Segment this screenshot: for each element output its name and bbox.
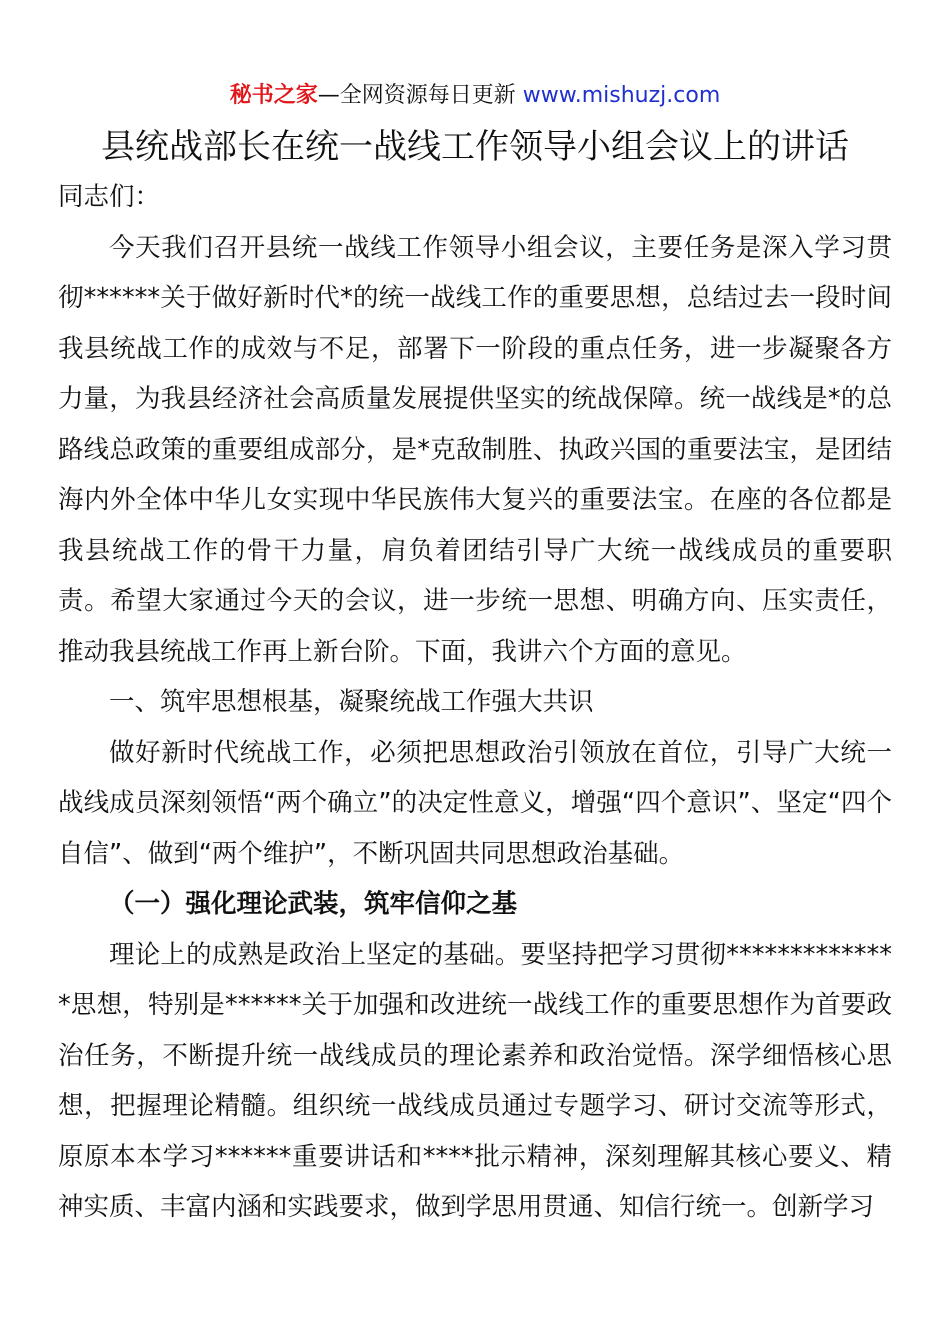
body-paragraph: 理论上的成熟是政治上坚定的基础。要坚持把学习贯彻**************思想，特别是******关于加强和改进统一战线工作的重要思想作为首要政治任务，不断提升统一战线成员的理论素养和政治觉悟。深学细悟核心思想，把握理论精髓。组织统一战线成员通过专题学习、研讨交流等形式，原原本本学习******重要讲话和****批示精神，深刻理解其核心要义、精神实质、丰富内涵和实践要求，做到学思用贯通、知信行统一。创新学习 (58, 939, 892, 1222)
body-paragraph: 做好新时代统战工作，必须把思想政治引领放在首位，引导广大统一战线成员深刻领悟“两个确立”的决定性意义，增强“四个意识”、坚定“四个自信”、做到“两个维护”，不断巩固共同思想政治基础。 (58, 737, 892, 869)
section-heading: 一、筑牢思想根基，凝聚统战工作强大共识 (109, 687, 594, 717)
subsection-heading: （一）强化理论武装，筑牢信仰之基 (109, 889, 518, 919)
site-url-link[interactable]: www.mishuzj.com (522, 83, 721, 108)
salutation: 同志们： (58, 182, 161, 212)
document-body (58, 172, 892, 1233)
document-title: 县统战部长在统一战线工作领导小组会议上的讲话 (101, 127, 849, 167)
brand-name: 秘书之家 (229, 83, 318, 108)
body-paragraph: 今天我们召开县统一战线工作领导小组会议，主要任务是深入学习贯彻******关于做好新时代*的统一战线工作的重要思想，总结过去一段时间我县统战工作的成效与不足，部署下一阶段的重点任务，进一步凝聚各方力量，为我县经济社会高质量发展提供坚实的统战保障。统一战线是*的总路线总政策的重要组成部分，是*克敌制胜、执政兴国的重要法宝，是团结海内外全体中华儿女实现中华民族伟大复兴的重要法宝。在座的各位都是我县统战工作的骨干力量，肩负着团结引导广大统一战线成员的重要职责。希望大家通过今天的会议，进一步统一思想、明确方向、压实责任，推动我县统战工作再上新台阶。下面，我讲六个方面的意见。 (58, 232, 892, 667)
header-tagline: —全网资源每日更新 (317, 83, 516, 108)
watermark-header (0, 80, 950, 112)
